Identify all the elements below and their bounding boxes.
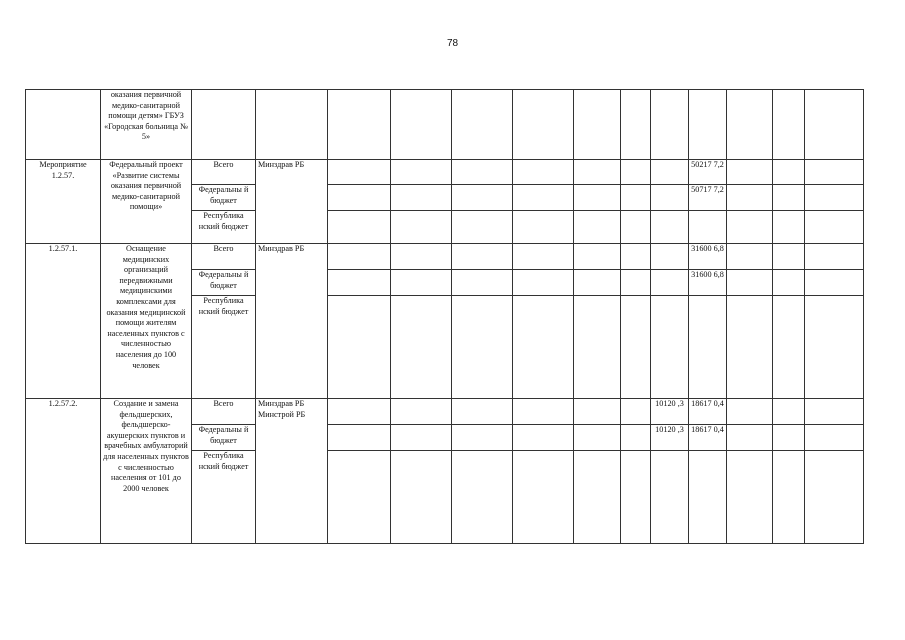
cell-source: Республика нский бюджет bbox=[192, 296, 256, 399]
cell-activity-name: оказания первичной медико-санитарной помощи детям» ГБУЗ «Городская больница № 5» bbox=[101, 90, 192, 160]
program-table bbox=[25, 89, 864, 544]
cell-executor: Минздрав РБ bbox=[256, 244, 328, 399]
cell-code bbox=[26, 90, 101, 160]
cell-source: Всего bbox=[192, 160, 256, 185]
cell-code: 1.2.57.2. bbox=[26, 399, 101, 544]
cell-value bbox=[689, 211, 727, 244]
table-row-continuation bbox=[26, 90, 864, 160]
cell-activity-name: Создание и замена фельдшерских, фельдшерско-акушерских пунктов и врачебных амбулаторий для населенных пунктов с численностью населения от 101 до 2000 человек bbox=[101, 399, 192, 544]
cell-value bbox=[689, 296, 727, 399]
cell-source: Республика нский бюджет bbox=[192, 211, 256, 244]
cell-value: 50717 7,2 bbox=[689, 185, 727, 211]
cell-value: 50217 7,2 bbox=[689, 160, 727, 185]
cell-code: Мероприятие 1.2.57. bbox=[26, 160, 101, 244]
cell-source: Федеральны й бюджет bbox=[192, 185, 256, 211]
cell-value bbox=[651, 270, 689, 296]
cell-source: Федеральны й бюджет bbox=[192, 270, 256, 296]
cell-value bbox=[651, 211, 689, 244]
cell-executor: Минздрав РБ Минстрой РБ bbox=[256, 399, 328, 544]
cell-code: 1.2.57.1. bbox=[26, 244, 101, 399]
cell-value: 10120 ,3 bbox=[651, 399, 689, 425]
cell-activity-name: Оснащение медицинских организаций передвижными медицинскими комплексами для оказания медицинской помощи жителям населенных пунктов с численностью населения до 100 человек bbox=[101, 244, 192, 399]
cell-value: 18617 0,4 bbox=[689, 425, 727, 451]
table-row bbox=[26, 399, 864, 425]
cell-value bbox=[651, 296, 689, 399]
table-row bbox=[26, 244, 864, 270]
cell-value bbox=[689, 451, 727, 544]
cell-value bbox=[651, 451, 689, 544]
cell-source: Федеральны й бюджет bbox=[192, 425, 256, 451]
cell-source: Всего bbox=[192, 244, 256, 270]
cell-value: 31600 6,8 bbox=[689, 244, 727, 270]
cell-value: 10120 ,3 bbox=[651, 425, 689, 451]
cell-value: 18617 0,4 bbox=[689, 399, 727, 425]
cell-source: Республика нский бюджет bbox=[192, 451, 256, 544]
cell-source: Всего bbox=[192, 399, 256, 425]
table-row bbox=[26, 160, 864, 185]
cell-value bbox=[651, 160, 689, 185]
cell-executor: Минздрав РБ bbox=[256, 160, 328, 244]
cell-activity-name: Федеральный проект «Развитие системы оказания первичной медико-санитарной помощи» bbox=[101, 160, 192, 244]
cell-value bbox=[651, 185, 689, 211]
cell-value: 31600 6,8 bbox=[689, 270, 727, 296]
cell-value bbox=[651, 244, 689, 270]
page-number: 78 bbox=[446, 38, 459, 49]
